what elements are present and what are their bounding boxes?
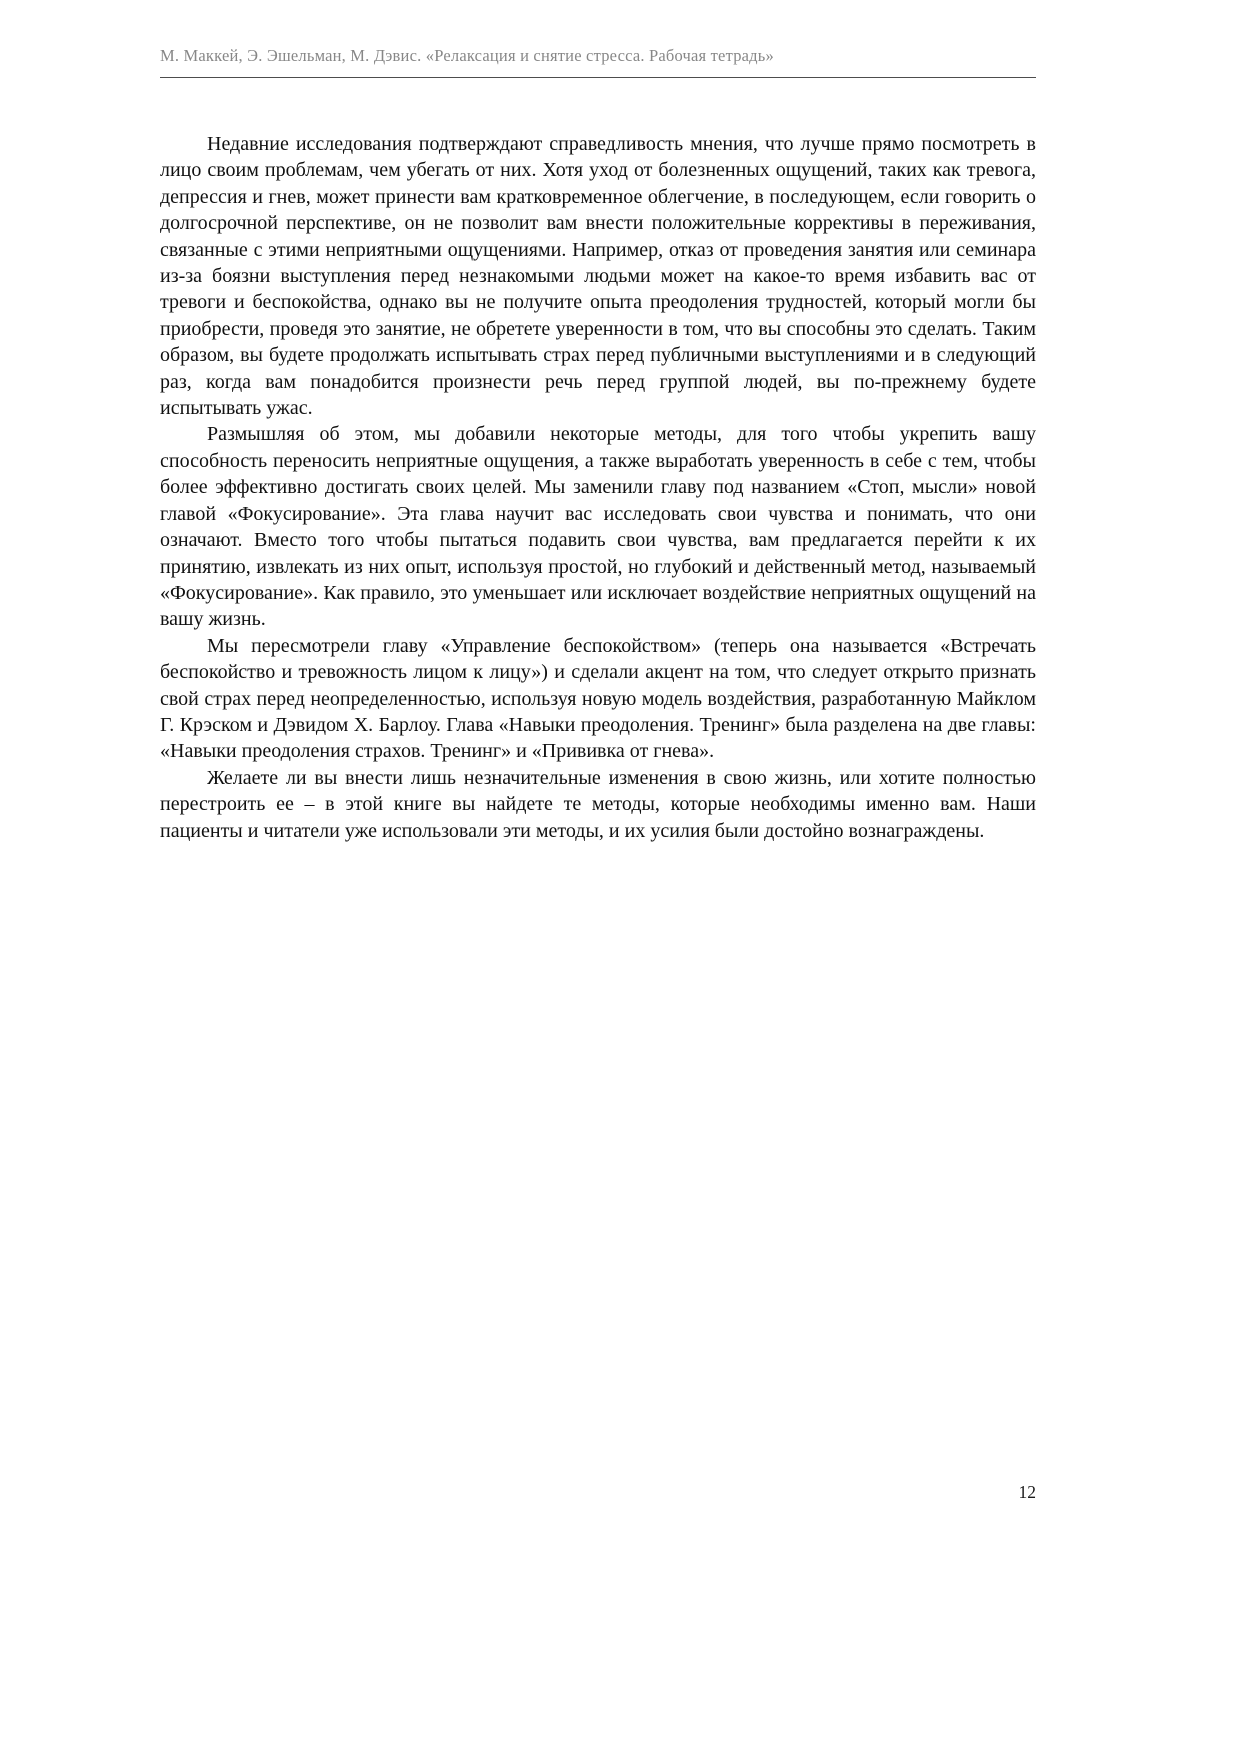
paragraph-1: Недавние исследования подтверждают справедливость мнения, что лучше прямо посмотреть в лицо своим проблемам, чем убегать от них. Хотя уход от болезненных ощущений, таких как тревога, депрессия и гнев, может принести вам кратковременное облегчение, в последующем, если говорить о долгосрочной перспективе, он не позволит вам внести положительные коррективы в переживания, связанные с этими неприятными ощущениями. Например, отказ от проведения занятия или семинара из-за боязни выступления перед незнакомыми людьми может на какое-то время избавить вас от тревоги и беспокойства, однако вы не получите опыта преодоления трудностей, который могли бы приобрести, проведя это занятие, не обретете уверенности в том, что вы способны это сделать. Таким образом, вы будете продолжать испытывать страх перед публичными выступлениями и в следующий раз, когда вам понадобится произнести речь перед группой людей, вы по-прежнему будете испытывать ужас. [160, 133, 1036, 420]
paragraph-3: Мы пересмотрели главу «Управление беспокойством» (теперь она называется «Встречать беспокойство и тревожность лицом к лицу») и сделали акцент на том, что следует открыто признать свой страх перед неопределенностью, используя новую модель воздействия, разработанную Майклом Г. Крэском и Дэвидом Х. Барлоу. Глава «Навыки преодоления. Тренинг» была разделена на две главы: «Навыки преодоления страхов. Тренинг» и «Прививка от гнева». [160, 634, 1036, 763]
paragraph-4: Желаете ли вы внести лишь незначительные изменения в свою жизнь, или хотите полностью перестроить ее – в этой книге вы найдете те методы, которые необходимы именно вам. Наши пациенты и читатели уже использовали эти методы, и их усилия были достойно вознаграждены. [160, 766, 1036, 842]
page-footer [160, 1482, 1036, 1503]
page-number: 12 [1018, 1482, 1036, 1502]
page-header [160, 46, 1036, 78]
paragraph-2: Размышляя об этом, мы добавили некоторые методы, для того чтобы укрепить вашу способность переносить неприятные ощущения, а также выработать уверенность в себе с тем, чтобы более эффективно достигать своих целей. Мы заменили главу под названием «Стоп, мысли» новой главой «Фокусирование». Эта глава научит вас исследовать свои чувства и понимать, что они означают. Вместо того чтобы пытаться подавить свои чувства, вам предлагается перейти к их принятию, извлекать из них опыт, используя простой, но глубокий и действенный метод, называемый «Фокусирование». Как правило, это уменьшает или исключает воздействие неприятных ощущений на вашу жизнь. [160, 423, 1036, 631]
page-body [160, 131, 1036, 844]
running-title: М. Маккей, Э. Эшельман, М. Дэвис. «Релаксация и снятие стресса. Рабочая тетрадь» [160, 46, 774, 65]
